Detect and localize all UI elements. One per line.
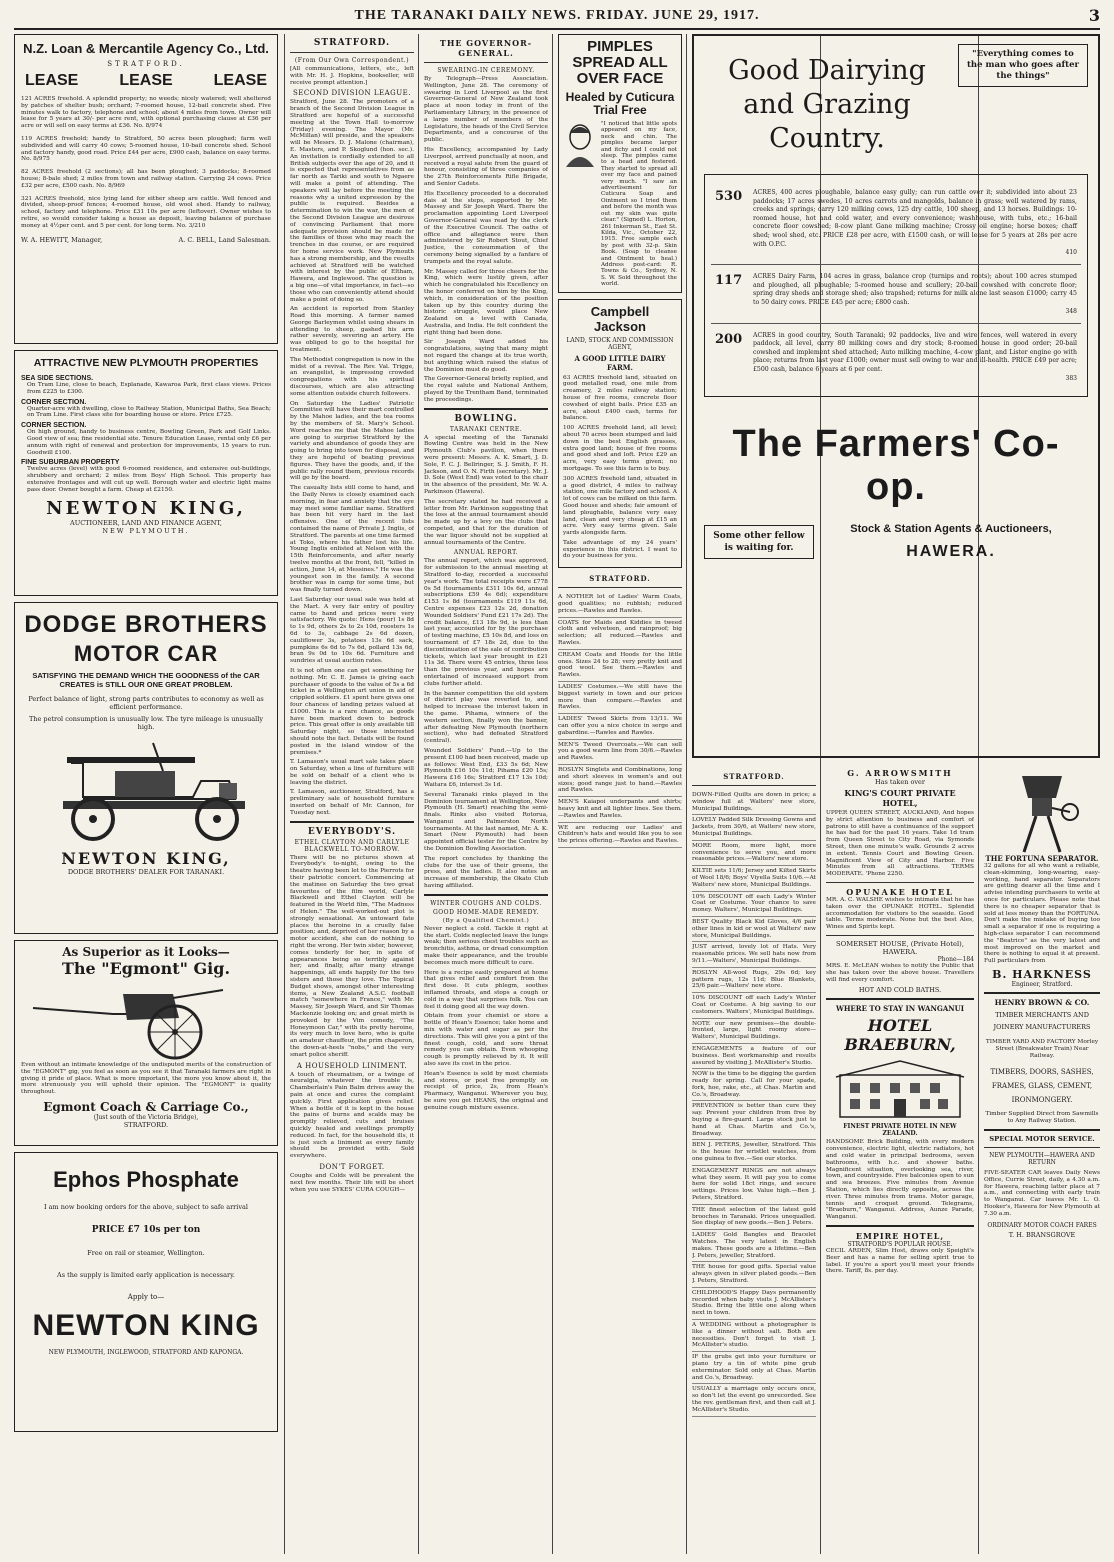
section-head: EVERYBODY'S.: [307, 826, 397, 837]
classified-item: LADIES' Costumes.—We still have the biggest variety in town and our prices more than compare.—Rawles and Rawles.: [558, 682, 682, 714]
article-para: There will be no pictures shown at Everybody's to-night, owing to the theatre having been let to the Pierrots for their patriotic concert. Commencing at the matinee on Saturday the two great favourites of the film world, Carlyle Blackwell and Ethel Clayton will be featured in the World film, "The Madness of Helen." The well-worked-out plot is strongly sensational. An untoward fate places the heroine in a cruelly false position; and, deprived of her reason by a motor accident, she can do nothing to right the wrong. Her twin sister, however, comes tenderly for her, in spite of appearances being so terribly against her; and finally, after many strange happenings, all ends happily for the two sisters and those they love. The Topical Budget shows, amongst other interesting items, a New Zealand A.S.C. football match "somewhere in France," with Mr. Massey, Sir Joseph Ward, and Sir Thomas Mackenzie looking on; and great mirth is provoked by the Vim comedy, "The Honeymoon Car," with its pretty heroine, its very much in love hero, who is quite an amateur chauffeur, the prim chaperon, the down-at-heels "nobs," and the very smart police sheriff.: [290, 854, 414, 1058]
dairy-headline: Good Dairying and Grazing Country.: [728, 55, 926, 154]
article-para: The annual report, which was approved, for submission to the annual meeting at Stratford to-day, recorded a successful year's work. The total receipts were £778 0s 5d (tournaments £311 10s 6d, annual subscriptions £59 4s 6d); expenditure £153 1s 8d (tournaments £119 11s 6d, Centre expenses £23 12s 2d, donation Wounded Soldiers' Fund £21 17s 2d). The credit balance, £13 18s 9d, is less than last year, accounted for by the purchase of testing machine, £5 10s 8d, and loss on tournament of £7 18s 2d, due to the discontinuation of the sale of contribution tickets, which last year brought in £21 11s 3d. There were 45 entries, three less than the previous year, and hopes are entertained of increased support from clubs further afield.: [424, 558, 548, 687]
article-para: The Methodist congregation is now in the midst of a revival. The Rev. Val. Trigge, an evangelist, is impressing crowded congregations with his spiritual discourses, which are also attracting some attention outside church followers.: [290, 356, 414, 397]
empire-head: EMPIRE HOTEL,: [855, 1230, 945, 1241]
dodge-product: MOTOR CAR: [73, 641, 219, 666]
dairy-listing: [711, 324, 1081, 390]
motor-head: SPECIAL MOTOR SERVICE.: [989, 1134, 1095, 1143]
pimples-headline: PIMPLES SPREAD ALL OVER FACE: [572, 38, 668, 87]
dodge-brothers-ad: [14, 602, 278, 934]
classified-item: NOTE our new premises—the double-fronted, large, light roomy store—Walters', Municipal Buildings.: [692, 1019, 816, 1044]
column-dairying-ad: [692, 34, 1100, 764]
listing-acres: 530: [715, 189, 743, 204]
classified-item: PREVENTION is better than cure they say. Prevent your children from free by buying a fire-guard. Large stock just to hand at Chas. Martin and Co.'s, Broadway.: [692, 1101, 816, 1140]
motor-fares: ORDINARY MOTOR COACH FARES: [987, 1221, 1097, 1229]
article-para: In the banner competition the old system of district play was reverted to, and helped to increase the interest taken in the game. Pihama, winners of the western section, finally won the banner, after defeating New Plymouth (northern section), who had defeated Stratford (central).: [424, 690, 548, 745]
lease-word: LEASE: [25, 72, 79, 89]
column-hotels: [826, 768, 974, 1554]
brown-supply: Timber Supplied Direct from Sawmills to Any Railway Station.: [985, 1111, 1099, 1125]
slogan-box: "Everything comes to the man who goes after the things": [958, 44, 1088, 87]
article-para: An accident is reported from Stanley Road this morning. A farmer named George Barleymen whilst using shears in attending to sheep, gashed his arm rather severely, severing an artery. He was obliged to go to the hospital for treatment.: [290, 306, 414, 354]
coop-name: The Farmers' Co-op.: [732, 422, 1060, 508]
listing-acres: 200: [715, 331, 743, 347]
classified-item: LADIES' Tweed Skirts from 13/11. We can offer you a nice choice in serge and gabardine.—Rawles and Rawles.: [558, 714, 682, 739]
brown-line2: JOINERY MANUFACTURERS: [993, 1022, 1091, 1031]
newton-king-sub: AUCTIONEER, LAND AND FINANCE AGENT,: [70, 518, 222, 527]
column-rule: [418, 34, 419, 1554]
sub-head: WINTER COUGHS AND COLDS.: [430, 899, 542, 907]
egmont-body: Even without an intimate knowledge of the undisputed merits of the construction of the "EGMONT" gig, you feel as soon as you see it that Taranaki farmers are right in giving it pride of place. What is more important, the more you know about it, the more strenuously you will uphold their opinion. The "EGMONT" is quality throughout.: [21, 1062, 271, 1096]
braeburn-body: HANDSOME Brick Building, with every modern convenience, electric light, electric radiators, hot and cold water in principal bedrooms, seven bathrooms, with h.c. and shower baths. Magnificent situation, overlooking sea, river, town, and countryside. Five balconies open to sun and sea breezes. Five minutes from Avenue Station, which lies directly opposite, across the river. Three minutes from trams. Motor garage, tennis and croquet ground. Telegrams, "Braeburn," Wanganui. Address, Aunze Parade, Wanganui.: [826, 1139, 974, 1221]
classified-item: WE are reducing our Ladies' and Children's hats and would like you to see the prices offering.—Rawles and Rawles.: [558, 823, 682, 848]
empire-body: CECIL ARDEN, Slim Host, draws only Speight's Beer and has a name for selling spirit true to label. If you're a sport you'll meet your friends there. Tariff, 8s. per day.: [826, 1247, 974, 1275]
brown-name: HENRY BROWN & CO.: [994, 997, 1090, 1007]
article-para: The casualty lists still come to hand, and the Daily News is closely examined each morning, in fear and anxiety that the eye may meet some familiar name. Stratford has been hit very hard in the last offensive. One of the recent lists contained the name of Private J. Inglis, of Stratford. The parents at one time farmed at Toko, where his father lost his life. Young Inglis enlisted at Nelson with the 15th Reinforcements, and after nearly twelve months at the front, fell, "killed in action, June 14, at Messines." He was the youngest son in the family. A second brother was in camp for some time, but was finally turned down.: [290, 485, 414, 594]
gig-illustration: [23, 980, 269, 1060]
classified-item: A NOTHER lot of Ladies' Warm Coats, good qualities; no rubbish; reduced prices.—Rawles and Rawles.: [558, 592, 682, 617]
listing-ref: 410: [1065, 249, 1077, 257]
dairy-header: [704, 44, 1088, 164]
classified-item: ENGAGEMENTS a feature of our business. Best workmanship and results assured by visiting J. McAllister's Studio.: [692, 1044, 816, 1069]
classified-item: USUALLY a marriage only occurs once, so don't let the event go unrecorded. See the rev. gentleman first, and then call at J. McAllister's Studio.: [692, 1384, 816, 1416]
listing-acres: 117: [715, 273, 743, 289]
ephos-phosphate-ad: [14, 1152, 278, 1432]
campbell-item: 300 ACRES freehold land, situated in a good district, 4 miles to railway station, one mile factory and school. A lot of cows can be milked on this farm. Good house and sheds; fair amount of land ploughable, balance very easy land, clean and very cheap at £15 an acre. Very easy terms given. Sale yards alongside farm.: [563, 475, 677, 537]
cuticura-ad: [558, 34, 682, 293]
somerset-body: MRS. E. McLEAN wishes to notify the Public that she has taken over the above house. Travellers will find every comfort.: [826, 962, 974, 983]
ephos-title: Ephos Phosphate: [53, 1167, 239, 1192]
property-head: CORNER SECTION.: [21, 398, 87, 406]
egmont-line2: The "Egmont" Gig.: [61, 959, 231, 978]
campbell-title: LAND, STOCK AND COMMISSION AGENT,: [566, 336, 674, 351]
dairy-listing: [711, 265, 1081, 323]
listing-text: ACRES, 400 acres ploughable, balance easy gully; can run cattle over it; subdivided into about 23 paddocks; 17 acres swedes, 10 acres carrots and mangolds, balance in grass; well watered by rams, creeks and springs; carry 120 milking cows, 125 dry cattle, 100 sheep, and 13 horses. Buildings: 10-roomed house, hot and cold water, and every convenience; washhouse, with tubs, etc.; 16-bail concrete floor cowshed; 8-cow plant Gane milking machine; Crossy oil engine; horse boxes; chaff shed; wool shed, etc. PRICE £28 per acre, with £1500 cash, or will lease for 5 years at 28s per acre with O.P.C.: [753, 189, 1077, 248]
classified-item: IF the grubs get into your furniture or piano try a tin of white pine grub exterminator. Sold only at Chas. Martin and Co.'s, Broadway.: [692, 1352, 816, 1384]
brown-products: TIMBERS, DOORS, SASHES, FRAMES, GLASS, CEMENT, IRONMONGERY.: [990, 1068, 1094, 1105]
fortuna-name: THE FORTUNA SEPARATOR.: [985, 854, 1099, 863]
section-head: BOWLING.: [454, 413, 518, 424]
egmont-address: (Just south of the Victoria Bridge),: [93, 1113, 199, 1121]
coop-sub: Stock & Station Agents & Auctioneers,: [850, 522, 1052, 535]
article-para: Last Saturday our usual sale was held at the Mart. A very fair entry of poultry came to hand and prices were very satisfactory. We quote: Hens (pour) 1s 8d to 1s 9d, others 2s to 2s 10d, roosters 1s 6d to 3s, cabbage 2s 6d dozen, cauliflower 3s, potatoes 13s 6d sack, pumpkins 6s 6d to 7s 6d, pollard 13s 6d, bran 9s 0d to 10s 6d. Furniture and sundries at usual auction rates.: [290, 596, 414, 665]
arrowsmith-line1: Has taken over: [874, 778, 925, 786]
column-governor-bowling: [424, 34, 548, 1554]
masthead-title: THE TARANAKI DAILY NEWS. FRIDAY. JUNE 29, 1917.: [354, 8, 760, 23]
classified-item: CREAM Coats and Hoods for the little ones. Sizes 24 to 28; very pretty knit and good wool. See them.—Rawles and Rawles.: [558, 650, 682, 682]
sub-head: ANNUAL REPORT.: [453, 549, 519, 557]
pimples-body-row: [563, 121, 677, 288]
article-para: Mr. Massey called for three cheers for the King, which were lustily given, after which he congratulated his Excellency on the honor conferred on him by the King, which, in consideration of the position taken up by this country during the historic struggle, would place New Zealand on a level with Canada, Australia, and India. He felt confident the right thing had been done.: [424, 268, 548, 336]
property-body: On Tram Line, close to beach, Esplanade, Kawaroa Park, first class views. Prices from £225 to £300.: [27, 382, 271, 395]
column-stratford-classifieds: [692, 768, 816, 1554]
somerset-phone: Phone—184: [937, 955, 974, 963]
coop-town: HAWERA.: [906, 542, 996, 560]
sub-head: DON'T FORGET.: [319, 1162, 385, 1171]
classified-item: ENGAGEMENT RINGS are not always what they seem. It will pay you to come here for solid 18ct rings, and secure settings. Prices low. Value high.—Ben J. Peters, Stratford.: [692, 1166, 816, 1205]
ephos-price: PRICE £7 10s per ton: [91, 1225, 201, 1235]
article-para: By Telegraph—Press Association. Wellington, June 28. The ceremony of swearing in Lord Liverpool as the first Governor-General of New Zealand took place at noon today in front of the Parliamentary Library, in the presence of a large number of members of the Legislature, the heads of the Civil Service Departments, and a concourse of the public.: [424, 76, 548, 144]
brown-yard: TIMBER YARD AND FACTORY Morley Street (Breakwater Train) Near Railway.: [985, 1038, 1099, 1059]
pimples-body: "I noticed that little spots appeared on my face, neck and chin. The pimples became larger and itchy and I could not sleep. The pimples came to a head and festered. They started to spread all over my face and pained very much. "I saw an advertisement for Cuticura Soap and Ointment so I tried them and before the month was out my skin was quite clear." (Signed) L. Horton, 261 Inkerman St., East St. Kilda, Vic., October 22, 1915. Free sample each by post with 32-p. Skin Book. (Soap to cleanse and Ointment to heal.) Address post-card: R. Towns & Co., Sydney, N. S. W. Sold throughout the world.: [601, 121, 677, 288]
campbell-jackson-ad: [558, 299, 682, 569]
dodge-brand: DODGE BROTHERS: [24, 611, 268, 638]
arrowsmith-body: UPPER QUEEN STREET, AUCKLAND, And hopes by strict attention to business and comfort of patrons to still have a continuance of the support he has had for the past 16 years. Take 1d tram from Queen Street to City Road, via Symonds Street, then one minute's walk. Grounds 2 acres in extent. Tennis Court and Bowling Green. Magnificent View of City and Harbor. Five Minutes from all attractions. TERMS MODERATE. 'Phone 2250.: [826, 810, 974, 878]
wanganui-head: WHERE TO STAY IN WANGANUI: [835, 1004, 965, 1014]
classified-item: MORE Room, more light, more convenience to serve you, and more reasonable prices.—Walters' new store.: [692, 841, 816, 866]
listing-ref: 348: [1065, 307, 1077, 315]
egmont-company: Egmont Coach & Carriage Co.,: [43, 1099, 249, 1114]
property-head: SEA SIDE SECTIONS.: [21, 375, 94, 382]
motor-owner: T. H. BRANSGROVE: [1008, 1230, 1076, 1239]
article-para: The Governor-General briefly replied, and the royal salute and National Anthem, played by the Trentham Band, terminated the proceedings.: [424, 376, 548, 403]
classified-item: THE finest selection of the latest gold brooches in Taranaki. Prices unequalled. See display of new goods.—Ben J. Peters.: [692, 1205, 816, 1230]
article-para: A touch of rheumatism, or a twinge of neuralgia, whatever the trouble is, Chamberlain's Pain Balm drives away the pain at once and cures the complaint quickly. First application gives relief. When a bottle of it is kept in the house the pains of burns and scalds may be promptly relieved, cuts and bruises quickly healed and swellings promptly reduced. In fact, for the household ills, it is just such a liniment as every family should be provided with. Sold everywhere.: [290, 1071, 414, 1160]
article-para: Never neglect a cold. Tackle it right at the start. Colds neglected leave the lungs weak; then serious chest troubles such as bronchitis, asthma, or dread consumption make their appearance, and the trouble becomes much more difficult to cure.: [424, 925, 548, 966]
property-head: FINE SUBURBAN PROPERTY: [21, 459, 120, 467]
article-para: Coughs and Colds will be prevalent the next few months. Their life will be short when you use SYKES' CURA COUGH—: [290, 1172, 414, 1193]
sub-head: GOOD HOME-MADE REMEDY.: [432, 908, 540, 916]
classified-item: ROSLYN Singlets and Combinations, long and short sleeves in women's and out sizes; good range just to hand.—Rawles and Rawles.: [558, 765, 682, 797]
classified-item: KILTIE sets 11/6; Jersey and Kilted Skirts of Wool 18/6; Boys' Viyella Suits 10/6.—At Walters' new store, Municipal Buildings.: [692, 866, 816, 891]
listing: 121 ACRES freehold. A splendid property; no weeds; nicely watered; well sheltered by patches of shelter bush; orchard; 7-roomed house, 12-bail concrete shed. Five minutes walk to factory, telephone and school; about 4 miles from town. Owner will lease for 5 years at 30/- per acre rent, with optional purchasing clause at £36 per acre or will sell on easy terms at £36. No. 8/974: [21, 96, 271, 130]
listing: 321 ACRES freehold, nice lying land for either sheep are cattle. Well fenced and divided, sheep-proof fences; 4-roomed house, old wool shed. Handy to railway, school, factory and telephone. Price £31 10s per acre (leftover). Owner wishes to retire, so would consider taking a house as deposit, leaving balance of purchase money at 4½per cent. and 5 per cent. for long term. No. 3/210: [21, 195, 271, 229]
pimples-sub: Healed by Cuticura Trial Free: [565, 90, 675, 117]
article-para: Here is a recipe easily prepared at home that gives relief and comfort from the first dose. It cuts phlegm, soothes inflamed throats, and stops a cough or cold in a way that surprises folk. You can feel it doing good all the way down.: [424, 969, 548, 1010]
classified-item: ROSLYN All-wool Rugs, 29s 6d; key pattern rugs, 12s 11d; Blue Blankets, 25/6 pair.—Walters' new store.: [692, 968, 816, 993]
ephos-line1: I am now booking orders for the above, subject to safe arrival: [43, 1203, 248, 1211]
column-rule: [552, 34, 553, 1554]
sub-head: SWEARING-IN CEREMONY.: [437, 67, 535, 74]
opunake-body: MR. A. C. WALSHE wishes to intimate that he has taken over the OPUNAKE HOTEL. Splendid accommodation for visitors to the seaside. Good table. Terms moderate. None but the best Ales, Wines and Spirits kept.: [826, 896, 974, 931]
somerset-baths: HOT AND COLD BATHS.: [858, 986, 942, 995]
sub-head: A HOUSEHOLD LINIMENT.: [296, 1061, 408, 1070]
property-section: [21, 422, 271, 456]
lease-word: LEASE: [213, 72, 267, 89]
ephos-towns: NEW PLYMOUTH, INGLEWOOD, STRATFORD AND KAPONGA.: [48, 1349, 244, 1356]
arrowsmith-hotel: KING'S COURT PRIVATE HOTEL,: [844, 788, 956, 808]
ephos-line3: As the supply is limited early application is necessary.: [57, 1271, 235, 1279]
property-section: [21, 399, 271, 420]
dodge-tagline: SATISFYING THE DEMAND WHICH THE GOODNESS of the CAR CREATES is STILL OUR ONE GREAT PROBLEM.: [32, 671, 260, 689]
braeburn-name: HOTEL BRAEBURN,: [844, 1016, 956, 1055]
article-para: On Saturday the Ladies' Patriotic Committee will have their mart controlled by the Mahoe ladies, and the tea rooms by the members of St. Mary's School. Word reaches me that the Mahoe ladies are going to surprise Stratford by the variety and abundance of goods they are going to bring into town for disposal, and they are hopeful of beating previous figures. They have the goods, and, if the public rally round them, previous records will go by the board.: [290, 400, 414, 482]
newton-king-town: NEW PLYMOUTH.: [102, 526, 190, 535]
classified-item: COATS for Maids and Kiddies in tweed cloth and velveteen, and rainproof; big selection; all reduced.—Rawles and Rawles.: [558, 618, 682, 650]
motor-sub: NEW PLYMOUTH—HAWERA AND RETURN: [989, 1151, 1095, 1166]
listing: 82 ACRES freehold (2 sections); all has been ploughed; 3 paddocks; 8-roomed house; 8-bale shed; 2 miles from town and railway station. Carrying 24 cows. Price £32 per acre, £500 cash. No. 8/969: [21, 169, 271, 189]
classified-item: 10% DISCOUNT off each Lady's Winter Coat or Costume. A big saving to our customers. Walters', Municipal Buildings.: [692, 993, 816, 1018]
salesman-name: A. C. BELL, Land Salesman.: [178, 235, 271, 244]
note: [All communications, letters, etc., left with Mr. H. J. Hopkins, bookseller, will receive prompt attention.]: [290, 66, 414, 86]
ephos-agent: NEWTON KING: [32, 1309, 260, 1342]
nz-loan-town: STRATFORD.: [107, 60, 185, 68]
nz-loan-signatures: [21, 236, 271, 244]
campbell-item: 63 ACRES freehold land, situated on good metalled road, one mile from creamery, 2 miles railway station; house of five rooms, concrete floor cowshed of eight bails. Price £35 an acre, about £400 cash, terms for balance.: [563, 374, 677, 422]
arrowsmith-name: G. ARROWSMITH: [847, 768, 953, 778]
nz-loan-title: N.Z. Loan & Mercantile Agency Co., Ltd.: [23, 41, 269, 56]
dairy-listing: [711, 181, 1081, 265]
section-head: STRATFORD.: [723, 772, 785, 781]
campbell-item: 100 ACRES freehold land, all level; about 70 acres been stumped and laid down in the best English grasses, extra good land; house of five rooms and good shed and loft. Price £29 an acre, very easy terms given; no mortgage. To see this farm is to buy.: [563, 425, 677, 472]
classified-item: NOW is the time to be digging the garden ready for spring. Call for your spade, fork, hoe, rake, etc., at Chas. Martin and Co.'s, Broadway.: [692, 1069, 816, 1101]
coop-footer: [704, 523, 1088, 561]
dodge-dealer: NEWTON KING,: [61, 849, 231, 868]
sub-head: TARANAKI CENTRE.: [449, 425, 523, 433]
masthead: [14, 4, 1100, 30]
listing-text: ACRES in good country, South Taranaki; 92 paddocks, live and wire fences, well watered in every paddock, all level, carry 80 milking cows and dry stock; 8-roomed house in good order; 20-bail cowshed and implement shed attached; Auto milking machine, 4-cow plant, and Lister engine go with place; returns from last year £1000; owner must sell owing to war and ill-health. PRICE £49 per acre; £500 cash, balance 6 years at 6 per cent.: [753, 331, 1077, 373]
campbell-head: A GOOD LITTLE DAIRY FARM.: [574, 353, 666, 372]
classified-item: MEN'S Kaiapoi underpants and shirts; heavy knit and all lighter lines. See them.—Rawles and Rawles.: [558, 797, 682, 822]
campbell-footer: Take advantage of my 24 years' experience in this district. I want to do your business for you.: [563, 539, 677, 560]
separator-illustration: [984, 768, 1100, 854]
section-head: STRATFORD.: [313, 38, 391, 48]
article-para: T. Lamason's usual mart sale takes place on Saturday, when a line of furniture will be sold on behalf of a client who is leaving the district.: [290, 759, 414, 786]
harkness-sub: Engineer, Stratford.: [1011, 980, 1073, 988]
column-rule: [686, 34, 687, 1554]
classified-item: BEN J. PETERS, Jeweller, Stratford. This is the house for wristlet watches, from one guinea to five.—See our stocks.: [692, 1140, 816, 1165]
hotel-building-illustration: [826, 1057, 974, 1121]
classified-item: JUST arrived, lovely lot of Hats. Very reasonable prices. We sell hats now from 9/11.—Walters', Municipal Buildings.: [692, 942, 816, 967]
sub-head: (By a Qualified Chemist.): [442, 917, 530, 924]
newton-king-name: NEWTON KING,: [46, 497, 246, 519]
motor-car-illustration: [23, 737, 269, 847]
dodge-dealer-sub: DODGE BROTHERS' DEALER FOR TARANAKI.: [67, 868, 225, 876]
article-para: Hean's Essence is sold by most chemists and stores, or post free promptly on receipt of price, 2s, from Hean's Pharmacy, Wanganui. Wherever you buy, be sure you get HEANS, the original and genuine cough mixture essence.: [424, 1070, 548, 1111]
nz-loan-ad: [14, 34, 278, 344]
egmont-town: STRATFORD.: [123, 1120, 169, 1129]
classified-item: CHILDHOOD'S Happy Days permanently recorded when baby visits J. McAllister's Studio. Bring the little one along when next in town.: [692, 1288, 816, 1320]
campbell-name: Campbell Jackson: [590, 303, 650, 334]
property-body: Twelve acres (level) with good 6-roomed residence, and extensive out-buildings, shrubbery and orchard; 2 miles from Boys' High School. This property has extensive frontages and will cut up well. Borough water and electric light mains pass door. Owner bought a farm. Cheap at £2150.: [27, 466, 271, 493]
property-head: CORNER SECTION.: [21, 422, 87, 430]
dodge-line1: Perfect balance of light, strong parts contributes to economy as well as efficient performance.: [28, 695, 264, 711]
property-body: Quarter-acre with dwelling, close to Railway Station, Municipal Baths, Sea Beach; on Tram Line. First class site for boarding house or store. Price £725.: [27, 405, 271, 419]
listing-ref: 383: [1065, 374, 1077, 382]
league-head: SECOND DIVISION LEAGUE.: [293, 89, 411, 98]
empire-sub: STRATFORD'S POPULAR HOUSE.: [847, 1240, 953, 1248]
brown-line1: TIMBER MERCHANTS AND: [995, 1010, 1089, 1019]
classified-item: DOWN-Filled Quilts are down in price; a window full at Walters' new store, Municipal Buildings.: [692, 790, 816, 815]
article-para: It is not often one can get something for nothing. Mr. C. E. James is giving each purchaser of goods to the value of 5s a 6d ticket in a Wellington art union in aid of crippled soldiers. £1 spent here gives one four chances of landing prizes valued at £1000. This is a rare chance, as goods have been marked down to bedrock price. This great offer is only available till Saturday night, so those interested should note the fact. Details will be found posted in the island window of the premises.*: [290, 667, 414, 756]
article-para: Several Taranaki rinks played in the Dominion tournament at Wellington, New Plymouth (H. Smart) reaching the semi-finals. Rinks also visited Rotorua, Wanganui and Palmerston North tournaments. At the last named, Mr. A. K. Smart (New Plymouth) had been appointed official tester for the Centre by the Dominion Bowling Association.: [424, 791, 548, 853]
listings-frame: [704, 174, 1088, 397]
somerset-head: SOMERSET HOUSE, (Private Hotel), HAWERA.: [836, 939, 964, 956]
manager-name: W. A. HEWITT, Manager,: [21, 235, 103, 244]
plymouth-title: ATTRACTIVE NEW PLYMOUTH PROPERTIES: [33, 357, 259, 369]
egmont-line1: As Superior as it Looks—: [62, 945, 230, 959]
column-rule: [284, 34, 285, 1554]
harkness-name: B. HARKNESS: [992, 967, 1092, 981]
article-para: The secretary stated he had received a letter from Mr. Parkinson suggesting that the loss at the annual tournament should be made up by a levy on the clubs that competed, and that for the duration of the war liquor should not be supplied at annual tournaments of the Centre.: [424, 498, 548, 546]
article-para: Stratford, June 28. The promoters of a branch of the Second Division League in Stratford are hopeful of a successful meeting at the Town Hall to-morrow (Friday) evening. The Mayor (Mr. McMillan) will preside, and the speakers will be Messrs. D. J. Malone (chairman), E. Masters, and P. Skoglund (hon. sec.). An invitation is cordially extended to all British subjects over the age of 20, and it is expected that representatives from as far north as Tariki and south to Ngaere will make a point of attending. The speakers will lay before the meeting the reasons why a united expression by the public is required. Besides a determination to win the war, the men of the Second Division League are desirous of convincing Parliament that more adequate provision should be made for the families of those who may reach the trenches in due course, or are required for home service work. New Plymouth has a strong membership, and the results achieved at Stratford will be watched with interest by the public of Eltham, Hawera, and Inglewood. The question is a big one—of vital importance, in fact—so those who can conveniently attend should make a point of doing so.: [290, 99, 414, 303]
classified-item: 10% DISCOUNT off each Lady's Winter Coat or Costume. Your chance to save money. Walters', Municipal Buildings.: [692, 892, 816, 917]
motor-body: FIVE-SEATER CAR leaves Daily News Office, Currie Street, daily, a 4.30 a.m. for Hawera, reaching latter place at 7 a.m., and connecting with early train to Wanganui. Car leaves Mr. L. O. Hooker's, Hawera for New Plymouth at 7.30 a.m.: [984, 1169, 1100, 1217]
article-para: Sir Joseph Ward added his congratulations, saying that many might not regard the change at its true worth, but anything which raised the status of the Dominion must do good.: [424, 339, 548, 373]
article-para: The report concludes by thanking the clubs for the use of their greens, the press, and the ladies. It also notes an increase of membership, the Okato Club having affiliated.: [424, 855, 548, 890]
article-para: Wounded Soldiers' Fund.—Up to the present £100 had been received, made up as follows: West End, £33 5s 6d; New Plymouth £16 10s 11d; Pihama £20 15s; Hawera £16 16s; Stratford £17 13s 10d; Waitara £6, interest 3s 1d.: [424, 747, 548, 788]
fortuna-body: 32 gallons for all who want a reliable, clean-skimming, long-wearing, easy-working, hand separator. Separators are getting dearer all the time and I advise intending purchasers to write at once for particulars. Please note that there is no cheaper separator that is sold at less money than the FORTUNA. Don't make the mistake of buying too small a separator if one is requiring a high-class separator I can recommend the "Beatrice" as the very latest and most improved on the market and there is nothing to equal it at present. Full particulars from: [984, 863, 1100, 965]
ephos-apply: Apply to—: [127, 1293, 165, 1301]
sub-head: ETHEL CLAYTON AND CARLYLE BLACKWELL TO-MORROW.: [294, 838, 410, 853]
property-body: On high ground, handy to business centre, Bowling Green, Park and Golf Links. Good view of sea; fine residential site. Tenure Education Lease, rental only £6 per annum with right of renewal and protection for improvements, 15 years to run. Goodwill £100.: [27, 429, 271, 456]
section-head: THE GOVERNOR-GENERAL.: [439, 38, 533, 58]
listing-text: ACRES Dairy Farm, 104 acres in grass, balance crop (turnips and roots); about 100 acres stumped and ploughed, all ploughable; 5-roomed house and scullery; 20-bail cowshed with concrete floor; spring dray sheds and storage shed; also trapshed; returns for milk alone last season £1000; carry 45 to 50 dairy cows. PRICE £45 per acre; £800 cash.: [753, 273, 1077, 306]
property-section: [21, 375, 271, 396]
classified-item: LADIES' Gold Bangles and Bracelet Watches. The very latest in English makes. These goods are a lifetime.—Ben J. Peters, jeweller, Stratford.: [692, 1230, 816, 1262]
lease-banner: [25, 72, 267, 90]
article-para: Obtain from your chemist or store a bottle of Hean's Essence; take home and mix with water and sugar as per the directions. This will give you a pint of the finest cough, cold, and sore throat remedy you can obtain. Even whooping cough is promptly relieved by it. It will also save its cost in the price.: [424, 1013, 548, 1067]
dodge-line2: The petrol consumption is unusually low. The tyre mileage is unusually high.: [28, 715, 264, 731]
farmers-coop-ad: [692, 34, 1100, 758]
plymouth-properties-ad: [14, 350, 278, 596]
article-para: His Excellency, accompanied by Lady Liverpool, arrived punctually at noon, and received a royal salute from the guard of honour, consisting of three companies of the 27th Reinforcements Rifle Brigade, and Senior Cadets.: [424, 146, 548, 187]
classified-item: BEST Quality Black Kid Gloves, 4/6 pair other lines in kid or wool at Walters' new store, Municipal Buildings.: [692, 917, 816, 942]
portrait-illustration: [563, 121, 597, 167]
braeburn-sub: FINEST PRIVATE HOTEL IN NEW ZEALAND.: [843, 1123, 957, 1138]
article-para: His Excellency proceeded to a decorated dais at the steps, supported by Mr. Massey and Sir Joseph Ward. There the proclamation appointing Lord Liverpool Governor-General was read by the clerk of the Executive Council. The oaths of office and allegiance were then administered by Sir Robert Stout, Chief Justice, the consummation of the ceremony being signalled by a fanfare of trumpets and the royal salute.: [424, 190, 548, 265]
section-head: STRATFORD.: [589, 574, 651, 584]
opunake-head: OPUNAKE HOTEL: [846, 886, 954, 897]
column-stratford-news: [290, 34, 414, 1554]
classified-item: MEN'S Tweed Overcoats.—We can sell you a good warm line from 30/6.—Rawles and Rawles.: [558, 740, 682, 765]
page-number: 3: [1088, 6, 1100, 25]
lease-word: LEASE: [119, 72, 173, 89]
property-section: [21, 459, 271, 493]
column-pimples-campbell: [558, 34, 682, 1554]
article-para: T. Lamason, auctioneer, Stratford, has a preliminary sale of household furniture inserted on behalf of Mr. Cannon, for Tuesday next.: [290, 789, 414, 816]
column-ads-left: [14, 34, 278, 1554]
coop-slogan: Some other fellow is waiting for.: [704, 525, 814, 559]
ephos-line2: Free on rail or steamer, Wellington.: [87, 1249, 205, 1257]
listing: 119 ACRES freehold; handy to Stratford, 50 acres been ploughed; farm well subdivided and will carry 40 cows; 5-roomed house, 10-bail concrete shed. School and factory handy, good road. Price £44 per acre, £900 cash, balance on easy terms. No. 8/975: [21, 135, 271, 163]
classified-item: THE house for good gifts. Special value always given in silver plated goods.—Ben J. Peters, Stratford.: [692, 1262, 816, 1287]
classified-item: LOVELY Padded Silk Dressing Gowns and Jackets, from 30/6, at Walters' new store, Municipal Buildings.: [692, 815, 816, 840]
article-para: A special meeting of the Taranaki Bowling Centre was held in the New Plymouth Club's pavilion, when there were present: Messrs. A. K. Smart, J. D. Sole, F. C. J. Bellringer, S. J. Smith, F. H. Jackson, and O. N. Firth (secretary). Mr. J. D. Sole (West End) was voted to the chair in the absence of the president, Mr. W. A. Parkinson (Hawera).: [424, 434, 548, 496]
classified-item: A WEDDING without a photographer is like a dinner without salt. Both are necessities. Don't forget to visit J. McAllister's studio.: [692, 1320, 816, 1352]
column-fortuna-brown: [984, 768, 1100, 1554]
correspondent-line: (From Our Own Correspondent.): [294, 57, 410, 64]
egmont-gig-ad: [14, 940, 278, 1146]
